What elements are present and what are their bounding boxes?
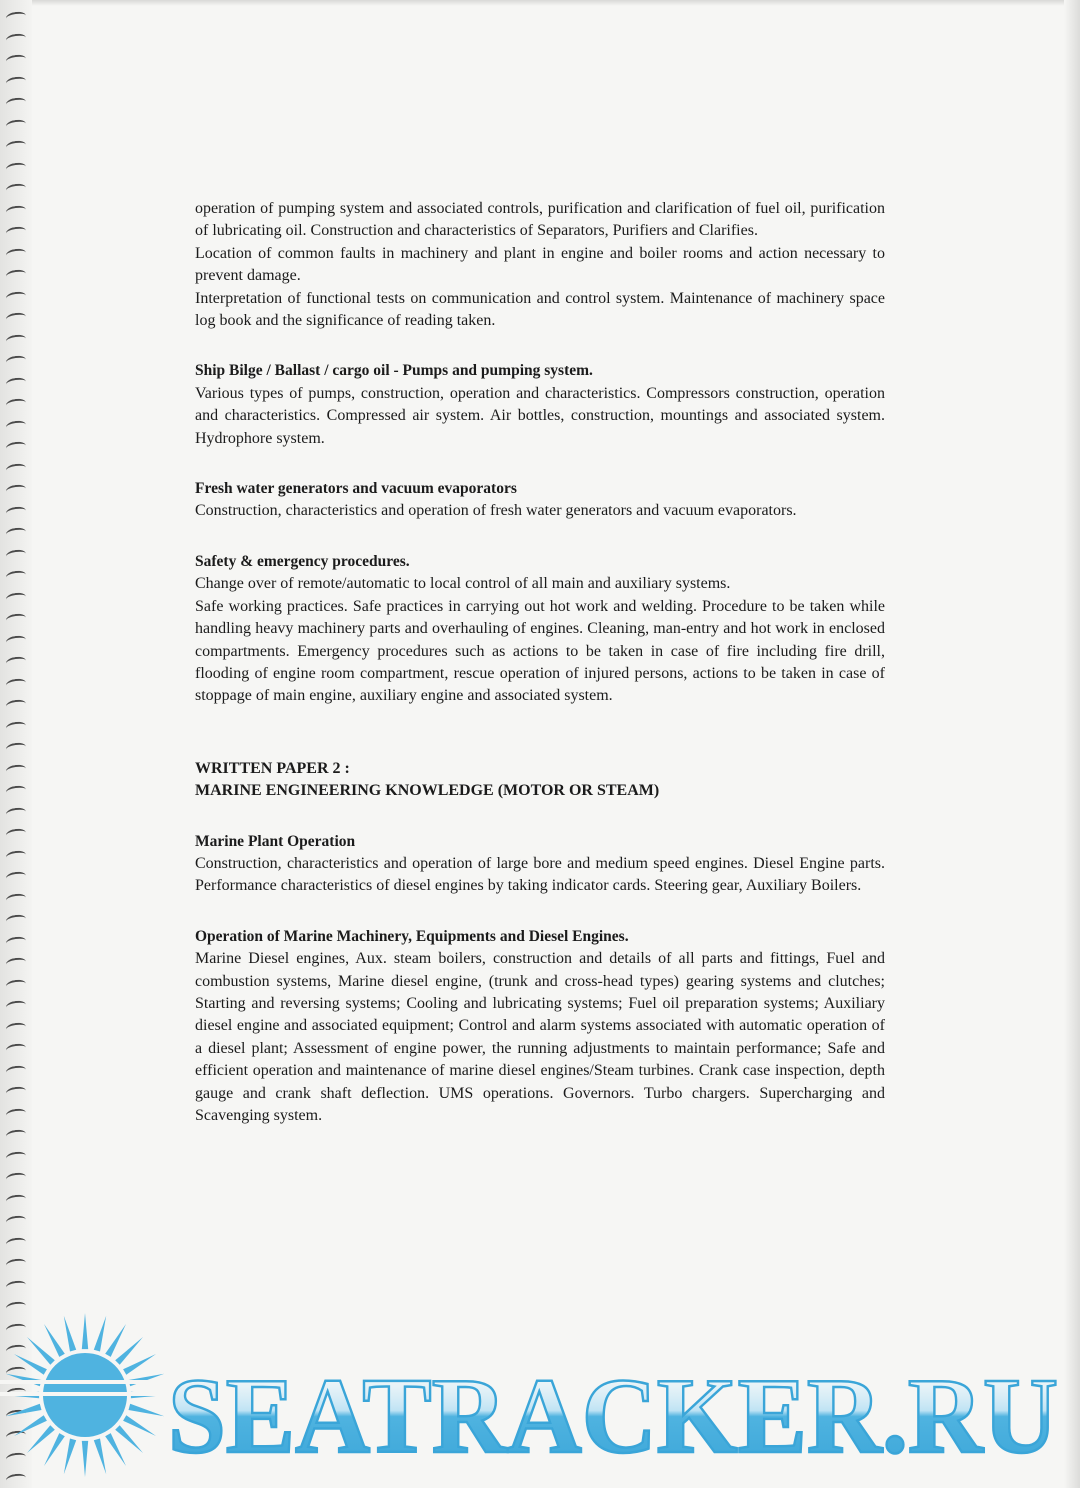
binding-hole (5, 1193, 26, 1206)
binding-hole (5, 634, 26, 647)
binding-hole (5, 419, 26, 432)
binding-hole (5, 978, 26, 991)
paper2-title-line-1: WRITTEN PAPER 2 : (195, 759, 350, 777)
binding-hole (5, 484, 26, 497)
sun-ray (105, 1324, 126, 1357)
sun-ray (115, 1425, 143, 1453)
sun-ray (115, 1337, 143, 1365)
sun-ray (44, 1324, 65, 1357)
binding-hole (5, 11, 26, 24)
binding-hole (5, 957, 26, 970)
binding-hole (5, 1107, 26, 1120)
sun-ray (123, 1415, 156, 1436)
sun-ray (6, 1404, 42, 1416)
safety-heading: Safety & emergency procedures. (195, 552, 410, 570)
sun-ray (44, 1433, 65, 1466)
binding-hole (5, 204, 26, 217)
binding-hole (5, 935, 26, 948)
bilge-text: Various types of pumps, construction, operation and characteristics. Compressors construction, operation and characteristics. Compressed air system. Air bottles, construction, mountings and associated system. Hydrophore system. (195, 384, 885, 447)
binding-hole (5, 656, 26, 669)
binding-hole (5, 570, 26, 583)
sun-ray (64, 1439, 76, 1475)
binding-hole (5, 591, 26, 604)
spiral-binding (0, 0, 32, 1488)
binding-hole (5, 1043, 26, 1056)
binding-hole (5, 161, 26, 174)
sun-ray (82, 1313, 88, 1349)
document-body (195, 198, 885, 1127)
freshwater-text: Construction, characteristics and operation of fresh water generators and vacuum evaporators. (195, 502, 797, 520)
binding-hole (5, 441, 26, 454)
binding-hole (5, 333, 26, 346)
binding-hole (5, 140, 26, 153)
page-right-edge (1064, 0, 1080, 1488)
binding-hole (5, 1064, 26, 1077)
page-top-edge (30, 0, 1080, 6)
binding-hole (5, 1086, 26, 1099)
binding-hole (5, 892, 26, 905)
binding-hole (5, 1236, 26, 1249)
binding-hole (5, 462, 26, 475)
binding-hole (5, 118, 26, 131)
binding-hole (5, 290, 26, 303)
binding-hole (5, 269, 26, 282)
sun-logo-icon (0, 1313, 170, 1477)
watermark (0, 1300, 1080, 1488)
watermark-text: SEATRACKER.RU (168, 1357, 1058, 1476)
intro-paragraph-1: operation of pumping system and associated controls, purification and clarification of fuel oil, purification of lubricating oil. Construction and characteristics of Separators, Purifiers and Clarifies. (195, 200, 885, 240)
binding-hole (5, 871, 26, 884)
watermark-graphic (0, 1300, 1080, 1488)
binding-hole (5, 1000, 26, 1013)
binding-hole (5, 97, 26, 110)
binding-hole (5, 1150, 26, 1163)
binding-hole (5, 1258, 26, 1271)
paper2-title-line-2: MARINE ENGINEERING KNOWLEDGE (MOTOR OR STEAM) (195, 782, 660, 800)
binding-hole (5, 548, 26, 561)
machinery-heading: Operation of Marine Machinery, Equipments and Diesel Engines. (195, 927, 629, 945)
binding-hole (5, 699, 26, 712)
binding-hole (5, 1129, 26, 1142)
binding-hole (5, 806, 26, 819)
binding-hole (5, 828, 26, 841)
intro-paragraph-3: Interpretation of functional tests on communication and control system. Maintenance of machinery space log book and the significance of reading taken. (195, 289, 885, 330)
binding-hole (5, 312, 26, 325)
binding-hole (5, 849, 26, 862)
sun-ray (105, 1433, 126, 1466)
binding-hole (5, 226, 26, 239)
sun-ray (14, 1415, 47, 1436)
binding-hole (5, 1279, 26, 1292)
binding-hole (5, 785, 26, 798)
binding-hole (5, 1172, 26, 1185)
binding-hole (5, 613, 26, 626)
binding-hole (5, 398, 26, 411)
binding-hole (5, 677, 26, 690)
binding-hole (5, 54, 26, 67)
safety-text: Safe working practices. Safe practices in carrying out hot work and welding. Procedure to be taken while handling heavy machinery parts and overhauling of engines. Cleaning, man-entry and hot work in enclosed compartments. Emergency procedures such as actions to be taken in case of fire including fire drill, flooding of engine room compartment, rescue operation of injured persons, actions to be taken in case of stoppage of main engine, auxiliary engine and associated system. (195, 597, 885, 705)
sun-ray (94, 1439, 106, 1475)
binding-hole (5, 376, 26, 389)
binding-hole (5, 32, 26, 45)
plant-text: Construction, characteristics and operation of large bore and medium speed engines. Diesel Engine parts. Performance characteristics of diesel engines by taking indicator cards. Steering gear, Auxiliary Boilers. (195, 854, 885, 895)
sun-ray (129, 1404, 165, 1416)
safety-line-1: Change over of remote/automatic to local control of all main and auxiliary systems. (195, 575, 731, 593)
intro-paragraph-2: Location of common faults in machinery and plant in engine and boiler rooms and action necessary to prevent damage. (195, 244, 885, 285)
binding-hole (5, 1215, 26, 1228)
binding-hole (5, 914, 26, 927)
binding-hole (5, 505, 26, 518)
binding-hole (5, 763, 26, 776)
sun-ray (82, 1441, 88, 1477)
binding-hole (5, 75, 26, 88)
binding-hole (5, 355, 26, 368)
binding-hole (5, 1021, 26, 1034)
binding-hole (5, 742, 26, 755)
machinery-text: Marine Diesel engines, Aux. steam boilers, construction and details of all parts and fittings, Fuel and combustion systems, Marine diesel engine, (trunk and cross-head types) gearing systems and clutches; Starting and reversing systems; Cooling and lubricating systems; Fuel oil preparation systems; Auxiliary diesel engine and associated equipment; Control and alarm systems associated with automatic operation of a diesel plant; Assessment of engine power, the running adjustments to maintain performance; Safe and efficient operation and maintenance of marine diesel engines/Steam turbines. Crank case inspection, depth gauge and crank shaft deflection. UMS operations. Governors. Turbo chargers. Supercharging and Scavenging system. (195, 950, 885, 1124)
binding-hole (5, 527, 26, 540)
plant-heading: Marine Plant Operation (195, 832, 356, 850)
bilge-heading: Ship Bilge / Ballast / cargo oil - Pumps and pumping system. (195, 362, 593, 380)
binding-hole (5, 247, 26, 260)
sun-ray (27, 1425, 55, 1453)
binding-hole (5, 183, 26, 196)
binding-hole (5, 720, 26, 733)
sun-ray (14, 1354, 47, 1375)
sun-ray (27, 1337, 55, 1365)
sun-ray (64, 1316, 76, 1352)
sun-ray (123, 1354, 156, 1375)
freshwater-heading: Fresh water generators and vacuum evaporators (195, 480, 517, 498)
sun-ray (94, 1316, 106, 1352)
